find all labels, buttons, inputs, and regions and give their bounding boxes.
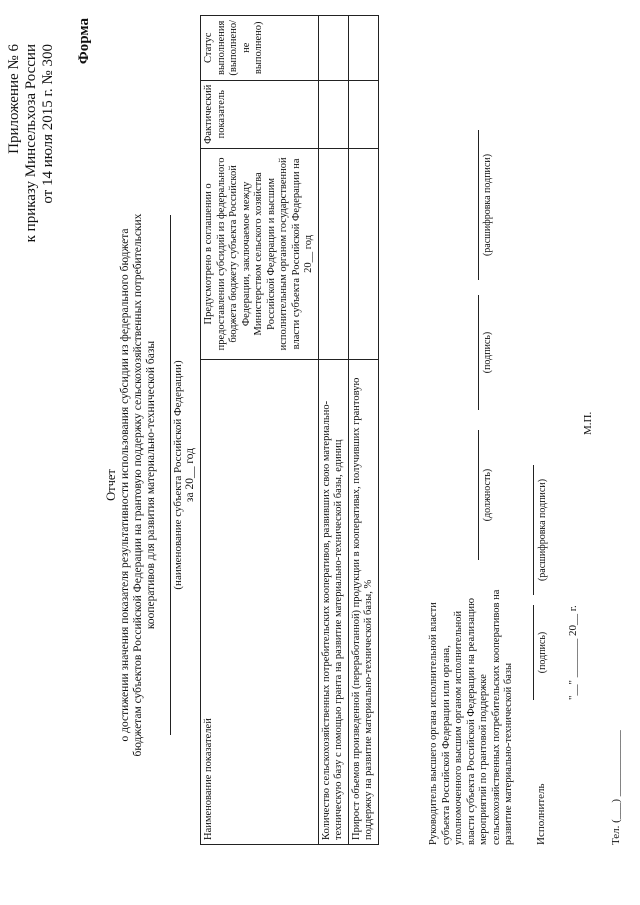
table-row [318,16,348,845]
header-planned-value: Предусмотрено в соглашении о предоставлении субсидий из федерального бюджета бюджету субъекта Российской Федерации, заключаемое между Министерством сельского хозяйства Российской Федерации и высшим исполнительным органом государственной власти субъекта Российской Федерации на 20__ год [201,148,319,359]
status-cell[interactable] [318,16,348,81]
decode-line[interactable] [478,130,479,280]
table-row [348,16,378,845]
executor-label: Исполнитель [535,783,547,845]
appendix-line-2: к приказу Минсельхоза России [23,44,39,243]
date-field[interactable]: "__" _______ 20__ г. [567,605,579,700]
phone-field[interactable]: Тел. (___) ____________ [610,730,622,845]
header-actual-value: Фактический показатель [201,80,319,148]
indicator-name-cell: Количество сельскохозяйственных потребительских кооперативов, развивших свою материально-техническую базу с помощью гранта на развитие материально-технической базы, единиц [318,359,348,844]
report-title: Отчет [104,469,118,501]
planned-value-cell[interactable] [348,148,378,359]
report-title-line-2: бюджетам субъектов Российской Федерации на грантовую поддержку сельскохозяйственных потребительских [132,213,144,757]
executor-decode-caption: (расшифровка подписи) [537,478,548,582]
head-signature-text: Руководитель высшего органа исполнительной власти субъекта Российской Федерации или органа, уполномоченного высшим органом исполнительной власти субъекта Российской Федерации на реализацию мероприятий по грантовой поддержке сельскохозяйственных потребительских кооперативов на развитие материально-технической базы [428,589,514,845]
indicators-table [200,15,379,845]
decode-caption: (расшифровка подписи) [482,153,493,257]
planned-value-cell[interactable] [318,148,348,359]
header-status: Статус выполнения (выполнено/ не выполнено) [201,16,319,81]
subject-name-caption: (наименование субъекта Российской Федерации) [172,360,184,590]
signature-line[interactable] [478,295,479,410]
report-title-block [105,165,158,805]
actual-value-cell[interactable] [318,80,348,148]
header-indicator-name: Наименование показателей [201,359,319,844]
report-title-line-1: о достижении значения показателя результативности использования субсидии из федерального бюджета [119,228,131,742]
stamp-place: М.П. [582,411,594,435]
report-year: за 20__ год [184,447,196,503]
executor-signature-line[interactable] [533,605,534,700]
appendix-line-1: Приложение № 6 [6,44,22,154]
appendix-reference [6,44,57,242]
form-label: Форма [76,18,92,65]
signature-caption: (подпись) [482,331,493,374]
status-cell[interactable] [348,16,378,81]
executor-decode-line[interactable] [533,465,534,595]
position-line[interactable] [478,430,479,560]
position-caption: (должность) [482,468,493,522]
subject-name-line[interactable] [170,215,171,735]
table-header-row [201,16,319,845]
appendix-line-3: от 14 июля 2015 г. № 300 [40,44,56,204]
executor-signature-caption: (подпись) [537,631,548,674]
actual-value-cell[interactable] [348,80,378,148]
report-title-line-3: кооперативов для развития материально-технической базы [145,340,157,630]
indicator-name-cell: Прирост объемов произведенной (переработанной) продукции в кооперативах, получивших грантовую поддержку на развитие материально-технической базы, % [348,359,378,844]
